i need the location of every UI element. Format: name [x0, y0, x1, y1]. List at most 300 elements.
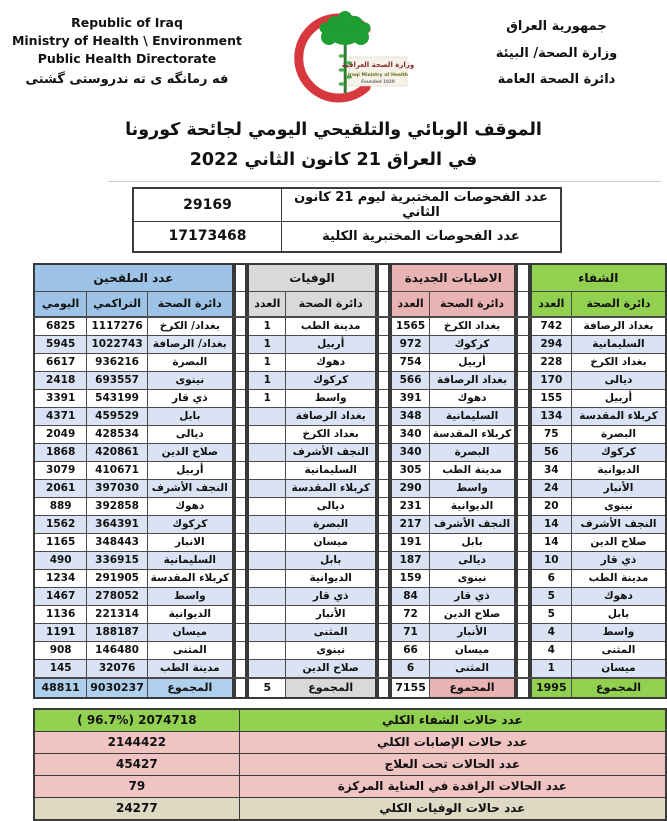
- province-cell: البصرة: [571, 425, 666, 443]
- province-cell: صلاح الدين: [286, 659, 376, 678]
- empty-cell: [235, 497, 246, 515]
- value-cell: 1: [248, 371, 286, 389]
- province-cell: بغداد الكرخ: [571, 353, 666, 371]
- value-cell: 410671: [87, 461, 148, 479]
- table-row: [391, 497, 515, 515]
- province-cell: الأنبار: [571, 479, 666, 497]
- total-label: المجموع: [147, 678, 232, 698]
- province-cell: كركوك: [429, 335, 515, 353]
- separator-cell-row: [378, 497, 389, 515]
- value-cell: 20: [531, 497, 572, 515]
- separator-cell-row: [517, 317, 528, 336]
- separator-cell-row: [517, 335, 528, 353]
- table-row: [248, 353, 376, 371]
- separator-cell-row: [235, 291, 246, 317]
- column-header-row: [248, 291, 376, 317]
- province-cell: البصرة: [147, 353, 232, 371]
- table-row: [34, 515, 233, 533]
- column-header: دائرة الصحة: [571, 291, 666, 317]
- table-row: [248, 407, 376, 425]
- table-row: [248, 389, 376, 407]
- value-cell: 348: [391, 407, 429, 425]
- empty-cell: [378, 443, 389, 461]
- province-cell: النجف الأشرف: [429, 515, 515, 533]
- total-row: [391, 678, 515, 698]
- value-cell: 278052: [87, 587, 148, 605]
- province-cell: مدينة الطب: [571, 569, 666, 587]
- empty-cell: [235, 623, 246, 641]
- english-line-2: Ministry of Health \ Environment: [11, 33, 243, 49]
- value-cell: 1191: [34, 623, 87, 641]
- table-row: [34, 533, 233, 551]
- separator-cell-row: [378, 659, 389, 678]
- province-cell: المثنى: [571, 641, 666, 659]
- value-cell: 4371: [34, 407, 87, 425]
- separator-cell-row: [378, 461, 389, 479]
- separator-cell-row: [378, 551, 389, 569]
- empty-cell: [517, 389, 528, 407]
- table-row: [34, 623, 233, 641]
- province-cell: أربيل: [571, 389, 666, 407]
- value-cell: 336915: [87, 551, 148, 569]
- province-cell: واسط: [429, 479, 515, 497]
- english-line-3: Public Health Directorate: [37, 51, 217, 67]
- letterhead-arabic: [454, 6, 659, 94]
- separator-cell-row: [378, 389, 389, 407]
- province-cell: أربيل: [429, 353, 515, 371]
- empty-cell: [378, 335, 389, 353]
- table-row: [391, 425, 515, 443]
- table-row: [531, 605, 666, 623]
- table-row: [391, 479, 515, 497]
- value-cell: 290: [391, 479, 429, 497]
- table-row: [531, 461, 666, 479]
- table-row: [34, 605, 233, 623]
- empty-cell: [235, 678, 246, 698]
- empty-cell: [235, 317, 246, 336]
- province-cell: ديالى: [429, 551, 515, 569]
- empty-cell: [517, 371, 528, 389]
- table-row: [248, 317, 376, 336]
- province-cell: بغداد الرصافة: [571, 317, 666, 336]
- empty-cell: [517, 569, 528, 587]
- table-row: [531, 317, 666, 336]
- table-row: [34, 641, 233, 659]
- separator-cell-row: [235, 479, 246, 497]
- total-row: [531, 678, 666, 698]
- value-cell: 2049: [34, 425, 87, 443]
- table-row: [248, 587, 376, 605]
- separator-cell-row: [378, 335, 389, 353]
- empty-cell: [378, 461, 389, 479]
- province-cell: مدينة الطب: [429, 461, 515, 479]
- value-cell: [248, 641, 286, 659]
- report-title-line-1: الموقف الوبائي والتلقيحي اليومي لجائحة كورونا: [125, 120, 542, 140]
- province-cell: بغداد الرصافة: [429, 371, 515, 389]
- value-cell: 1165: [34, 533, 87, 551]
- value-cell: 10: [531, 551, 572, 569]
- empty-cell: [517, 407, 528, 425]
- table-row: [391, 533, 515, 551]
- empty-cell: [235, 461, 246, 479]
- table-row: [531, 515, 666, 533]
- province-cell: الديوانية: [429, 497, 515, 515]
- empty-cell: [235, 569, 246, 587]
- arabic-line-2: وزارة الصحة/ البيئة: [495, 45, 618, 61]
- table-row: [531, 587, 666, 605]
- column-header-row: [34, 291, 233, 317]
- total-value: 7155: [391, 678, 429, 698]
- empty-cell: [235, 335, 246, 353]
- value-cell: 4: [531, 623, 572, 641]
- value-cell: [248, 533, 286, 551]
- separator-cell-row: [378, 515, 389, 533]
- empty-cell: [378, 551, 389, 569]
- separator-cell-row: [378, 317, 389, 336]
- empty-cell: [235, 264, 246, 292]
- table-row: [248, 497, 376, 515]
- separator-cell-row: [378, 641, 389, 659]
- separator-cell-row: [378, 353, 389, 371]
- separator-cell-row: [517, 533, 528, 551]
- province-tables: [33, 263, 667, 699]
- province-cell: أربيل: [286, 335, 376, 353]
- separator-cell-row: [517, 291, 528, 317]
- empty-cell: [517, 623, 528, 641]
- province-cell: كركوك: [286, 371, 376, 389]
- province-cell: بغداد/ الكرخ: [147, 317, 232, 336]
- empty-cell: [378, 317, 389, 336]
- separator-cell-row: [517, 587, 528, 605]
- province-cell: مدينة الطب: [147, 659, 232, 678]
- empty-cell: [378, 479, 389, 497]
- table-row: [248, 443, 376, 461]
- value-cell: 392858: [87, 497, 148, 515]
- separator-cell-row: [378, 533, 389, 551]
- column-header: دائرة الصحة: [429, 291, 515, 317]
- table-row: [531, 425, 666, 443]
- letterhead: [0, 0, 667, 112]
- table-row: [248, 479, 376, 497]
- total-row: [34, 678, 233, 698]
- empty-cell: [378, 533, 389, 551]
- value-cell: 72: [391, 605, 429, 623]
- empty-cell: [378, 497, 389, 515]
- value-cell: 221314: [87, 605, 148, 623]
- separator-cell-row: [378, 291, 389, 317]
- province-cell: المثنى: [429, 659, 515, 678]
- value-cell: 936216: [87, 353, 148, 371]
- separator-cell-row: [235, 371, 246, 389]
- table-row: [391, 461, 515, 479]
- value-cell: 1: [248, 335, 286, 353]
- table-row: [531, 389, 666, 407]
- value-cell: 24: [531, 479, 572, 497]
- province-cell: صلاح الدين: [571, 533, 666, 551]
- table-row: [34, 551, 233, 569]
- separator-cell-row: [517, 407, 528, 425]
- empty-cell: [235, 587, 246, 605]
- value-cell: [248, 551, 286, 569]
- empty-cell: [378, 659, 389, 678]
- total-value: 9030237: [87, 678, 148, 698]
- summary-value: 79: [34, 775, 239, 797]
- value-cell: 170: [531, 371, 572, 389]
- separator-cell-row: [517, 515, 528, 533]
- province-cell: الأنبار: [429, 623, 515, 641]
- separator-cell-row: [517, 623, 528, 641]
- table-row: [531, 497, 666, 515]
- empty-cell: [517, 264, 528, 292]
- province-cell: ميسان: [429, 641, 515, 659]
- column-header: العدد: [248, 291, 286, 317]
- value-cell: 420861: [87, 443, 148, 461]
- value-cell: 231: [391, 497, 429, 515]
- empty-cell: [378, 641, 389, 659]
- province-cell: أربيل: [147, 461, 232, 479]
- column-header: العدد: [531, 291, 572, 317]
- province-cell: بابل: [571, 605, 666, 623]
- province-cell: بغداد/ الرصافة: [147, 335, 232, 353]
- separator-cell-row: [517, 371, 528, 389]
- province-cell: كربلاء المقدسة: [429, 425, 515, 443]
- empty-cell: [378, 291, 389, 317]
- table-row: [531, 443, 666, 461]
- value-cell: [248, 605, 286, 623]
- value-cell: 1565: [391, 317, 429, 336]
- separator-cell-row: [235, 569, 246, 587]
- empty-cell: [235, 425, 246, 443]
- kurdish-line: فه رمانگه ی ته ندروستی گشتی: [25, 72, 229, 88]
- province-cell: ديالى: [571, 371, 666, 389]
- table-row: [391, 353, 515, 371]
- empty-cell: [378, 407, 389, 425]
- table-row: [531, 335, 666, 353]
- province-cell: كربلاء المقدسة: [147, 569, 232, 587]
- value-cell: 1: [248, 353, 286, 371]
- column-header: اليومي: [34, 291, 87, 317]
- summary-row: [34, 731, 666, 753]
- table-row: [133, 221, 561, 252]
- value-cell: 5: [531, 605, 572, 623]
- value-cell: 1: [531, 659, 572, 678]
- province-cell: مدينة الطب: [286, 317, 376, 336]
- summary-value: ( 96.7%) 2074718: [34, 709, 239, 732]
- empty-cell: [517, 479, 528, 497]
- total-label: المجموع: [286, 678, 376, 698]
- separator-cell-row: [517, 569, 528, 587]
- table-row: [248, 515, 376, 533]
- english-line-1: Republic of Iraq: [71, 15, 183, 30]
- value-cell: 693557: [87, 371, 148, 389]
- value-cell: 428534: [87, 425, 148, 443]
- separator-cell-row: [235, 659, 246, 678]
- summary-label: عدد الحالات الراقدة في العناية المركزة: [239, 775, 666, 797]
- column-header-row: [391, 291, 515, 317]
- value-cell: 397030: [87, 479, 148, 497]
- value-cell: 66: [391, 641, 429, 659]
- table-row: [391, 569, 515, 587]
- value-cell: 1117276: [87, 317, 148, 336]
- value-cell: 2418: [34, 371, 87, 389]
- empty-cell: [378, 264, 389, 292]
- separator-cell-row: [235, 533, 246, 551]
- value-cell: 32076: [87, 659, 148, 678]
- empty-cell: [517, 587, 528, 605]
- summary-row: [34, 797, 666, 820]
- table-title-row: [248, 264, 376, 292]
- total-value: 48811: [34, 678, 87, 698]
- table-row: [34, 569, 233, 587]
- table-row: [391, 587, 515, 605]
- separator-cell-row: [235, 678, 246, 698]
- separator-cell-row: [378, 678, 389, 698]
- summary-row: [34, 709, 666, 732]
- empty-cell: [235, 659, 246, 678]
- empty-cell: [235, 605, 246, 623]
- separator-column: [516, 263, 529, 699]
- summary-label: عدد حالات الشفاء الكلي: [239, 709, 666, 732]
- table-row: [531, 353, 666, 371]
- province-cell: بغداد الرصافة: [286, 407, 376, 425]
- value-cell: 3079: [34, 461, 87, 479]
- value-cell: 391: [391, 389, 429, 407]
- province-cell: كركوك: [571, 443, 666, 461]
- table-row: [248, 659, 376, 678]
- province-cell: ذي قار: [147, 389, 232, 407]
- separator-cell-row: [235, 443, 246, 461]
- value-cell: 1136: [34, 605, 87, 623]
- table-row: [34, 353, 233, 371]
- separator-cell-row: [235, 623, 246, 641]
- empty-cell: [235, 371, 246, 389]
- province-cell: ميسان: [286, 533, 376, 551]
- arabic-line-1: جمهورية العراق: [506, 19, 607, 34]
- table-title-row: [34, 264, 233, 292]
- province-cell: النجف الأشرف: [571, 515, 666, 533]
- table-row: [391, 605, 515, 623]
- value-cell: [248, 479, 286, 497]
- total-tests-label: عدد الفحوصات المختبرية الكلية: [282, 221, 562, 252]
- table-title: الوفيات: [248, 264, 376, 292]
- separator-cell-row: [517, 389, 528, 407]
- province-cell: بابل: [429, 533, 515, 551]
- table-row: [248, 605, 376, 623]
- empty-cell: [517, 335, 528, 353]
- value-cell: 145: [34, 659, 87, 678]
- value-cell: 84: [391, 587, 429, 605]
- table-row: [34, 587, 233, 605]
- province-cell: الانبار: [147, 533, 232, 551]
- empty-cell: [517, 515, 528, 533]
- table-row: [531, 479, 666, 497]
- value-cell: 191: [391, 533, 429, 551]
- summary-label: عدد الحالات تحت العلاج: [239, 753, 666, 775]
- province-cell: المثنى: [286, 623, 376, 641]
- report-title-line-2: في العراق 21 كانون الثاني 2022: [189, 149, 478, 170]
- table-row: [391, 317, 515, 336]
- separator-cell-row: [517, 461, 528, 479]
- province-cell: السليمانية: [147, 551, 232, 569]
- value-cell: 294: [531, 335, 572, 353]
- value-cell: 889: [34, 497, 87, 515]
- column-header-row: [531, 291, 666, 317]
- separator-column: [234, 263, 247, 699]
- separator-cell-row: [517, 551, 528, 569]
- value-cell: [248, 623, 286, 641]
- table-row: [391, 623, 515, 641]
- separator-cell-row: [235, 461, 246, 479]
- province-cell: واسط: [147, 587, 232, 605]
- province-cell: واسط: [286, 389, 376, 407]
- separator-column: [377, 263, 390, 699]
- value-cell: 75: [531, 425, 572, 443]
- empty-cell: [235, 515, 246, 533]
- empty-cell: [517, 551, 528, 569]
- empty-cell: [235, 407, 246, 425]
- table-title-row: [531, 264, 666, 292]
- province-cell: السليمانية: [429, 407, 515, 425]
- table-row: [248, 425, 376, 443]
- province-cell: الديوانية: [147, 605, 232, 623]
- province-cell: نينوى: [429, 569, 515, 587]
- summary-label: عدد حالات الإصابات الكلي: [239, 731, 666, 753]
- empty-cell: [235, 533, 246, 551]
- total-value: 5: [248, 678, 286, 698]
- empty-cell: [517, 641, 528, 659]
- province-cell: بغداد الكرخ: [286, 425, 376, 443]
- value-cell: 6: [391, 659, 429, 678]
- value-cell: 5945: [34, 335, 87, 353]
- table-row: [531, 641, 666, 659]
- lab-tests-table: [132, 187, 562, 253]
- province-cell: واسط: [571, 623, 666, 641]
- value-cell: 6825: [34, 317, 87, 336]
- value-cell: 908: [34, 641, 87, 659]
- summary-table: [33, 708, 667, 821]
- summary-value: 45427: [34, 753, 239, 775]
- empty-cell: [235, 443, 246, 461]
- value-cell: 1: [248, 317, 286, 336]
- letterhead-english: [8, 6, 246, 90]
- table-row: [248, 623, 376, 641]
- table-row: [391, 515, 515, 533]
- empty-cell: [378, 587, 389, 605]
- province-cell: البصرة: [429, 443, 515, 461]
- value-cell: 217: [391, 515, 429, 533]
- value-cell: 742: [531, 317, 572, 336]
- table-title: الشفاء: [531, 264, 666, 292]
- column-header: التراكمي: [87, 291, 148, 317]
- value-cell: 305: [391, 461, 429, 479]
- empty-cell: [235, 389, 246, 407]
- empty-cell: [378, 678, 389, 698]
- table-row: [531, 551, 666, 569]
- table-row: [34, 407, 233, 425]
- logo-english-name: Iraqi Ministry of Health: [347, 73, 408, 78]
- table-row: [34, 317, 233, 336]
- separator-cell-row: [378, 407, 389, 425]
- daily-tests-value: 29169: [133, 188, 282, 222]
- total-label: المجموع: [571, 678, 666, 698]
- province-cell: كركوك: [147, 515, 232, 533]
- table-row: [34, 659, 233, 678]
- summary-value: 2144422: [34, 731, 239, 753]
- value-cell: 566: [391, 371, 429, 389]
- empty-cell: [378, 605, 389, 623]
- value-cell: [248, 587, 286, 605]
- value-cell: [248, 407, 286, 425]
